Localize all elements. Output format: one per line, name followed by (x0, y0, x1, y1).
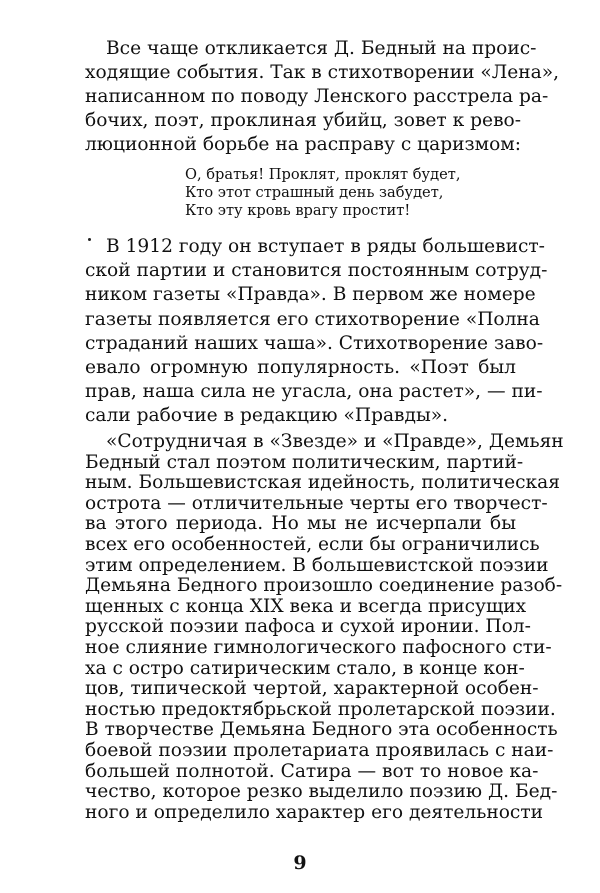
text-line: «Сотрудничая в «Звезде» и «Правде», Демьян (106, 431, 564, 452)
text-line: страданий наших чаша». Стихотворение заво- (85, 332, 544, 354)
text-line: бочих, поэт, проклиная убийц, зовет к рево- (85, 110, 522, 131)
text-line: ва этого периода. Но мы не исчерпали бы (85, 513, 516, 535)
text-line: русской поэзии пафоса и сухой иронии. Пол- (85, 616, 531, 638)
text-line: написанном по поводу Ленского расстрела ра- (85, 86, 549, 107)
ink-mark (88, 238, 91, 241)
text-line: Все чаще откликается Д. Бедный на проис- (106, 38, 537, 59)
text-line: прав, наша сила не угасла, она растет», — пи- (85, 381, 543, 403)
text-line: ным. Большевистская идейность, политическая (85, 472, 560, 494)
text-line: люционной борьбе на расправу с царизмом: (85, 134, 522, 155)
text-line: ха с остро сатирическим стало, в конце кон- (85, 657, 525, 679)
poem-line: О, братья! Проклят, проклят будет, (185, 166, 461, 183)
text-line: чество, которое резко выделило поэзию Д. Бед- (85, 781, 558, 803)
text-line: Бедный стал поэтом политическим, партий- (85, 451, 524, 473)
text-line: щенных с конца XIX века и всегда присущих (85, 595, 527, 617)
text-line: Демьяна Бедного произошло соединение разоб- (85, 575, 563, 597)
text-line: боевой поэзии пролетариата проявилась с наи- (85, 740, 554, 761)
page-number: 9 (293, 851, 307, 874)
text-line: острота — отличительные черты его творчест- (85, 492, 548, 514)
text-line: ходящие события. Так в стихотворении «Лена», (85, 62, 560, 83)
text-line: ное слияние гимнологического пафосного сти- (85, 637, 552, 658)
poem-line: Кто эту кровь врагу простит! (185, 202, 411, 219)
text-line: В 1912 году он вступает в ряды большевист- (106, 236, 545, 257)
text-line: ного и определило характер его деятельности (85, 801, 544, 823)
text-line: ником газеты «Правда». В первом же номере (85, 284, 536, 306)
text-line: ской партии и становится постоянным сотруд- (85, 260, 548, 282)
text-line: всех его особенностей, если бы ограничились (85, 534, 540, 555)
text-line: В творчестве Демьяна Бедного эта особенность (85, 719, 558, 741)
poem-line: Кто этот страшный день забудет, (185, 184, 444, 201)
text-line: большей полнотой. Сатира — вот то новое ка- (85, 760, 539, 782)
text-line: этим определением. В большевистской поэзии (85, 554, 549, 576)
text-line: сали рабочие в редакцию «Правды». (85, 405, 449, 427)
text-line: ностью предоктябрьской пролетарской поэзии. (85, 698, 556, 720)
text-line: газеты появляется его стихотворение «Полна (85, 308, 540, 330)
text-line: евало огромную популярность. «Поэт был (85, 357, 516, 378)
text-line: цов, типической чертой, характерной особен- (85, 678, 539, 700)
